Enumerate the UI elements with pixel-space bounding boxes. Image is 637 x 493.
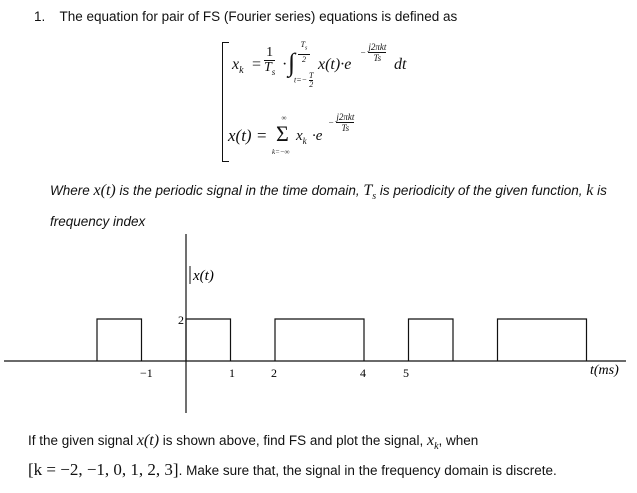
fs-synthesis-equation xyxy=(228,112,378,162)
integral-sign: ∫ xyxy=(288,48,296,77)
task-line-1: If the given signal x(t) is shown above, find FS and plot the signal, $x_k$, when xyxy=(28,432,479,453)
sum-lower-limit: k=−∞ xyxy=(272,148,290,156)
pulse-2 xyxy=(275,319,364,361)
pulse-0 xyxy=(97,319,142,361)
tick-label-5: 5 xyxy=(403,366,409,380)
pulse-group xyxy=(97,319,587,361)
xk-symbol: $x_k$ xyxy=(232,56,244,77)
k-range: [k = −2, −1, 0, 1, 2, 3] xyxy=(28,460,179,479)
tick-label-minus-1: −1 xyxy=(140,366,153,380)
integral-lower-limit: t=− $\frac{T}{2}$ xyxy=(294,71,314,89)
k-inline: k xyxy=(586,182,594,199)
integrand: x(t)·e xyxy=(318,56,352,73)
amplitude-label: 2 xyxy=(178,313,184,327)
tick-label-4: 4 xyxy=(360,366,366,380)
integral-upper-limit: $T_s$ 2 xyxy=(298,40,310,64)
one-over-ts: $\frac{1}{T_s}$ xyxy=(264,45,276,77)
xt-lhs: x(t) = xyxy=(228,126,268,145)
question-number: 1. xyxy=(34,9,46,24)
signal-plot xyxy=(0,228,637,418)
xk-inline: $x_k$ xyxy=(426,432,439,453)
question-intro: The equation for pair of FS (Fourier series) equations is defined as xyxy=(59,9,458,24)
ts-inline: $T_s$ xyxy=(363,182,377,203)
sum-upper-limit: ∞ xyxy=(281,114,287,122)
tick-label-2: 2 xyxy=(271,366,277,380)
exponent: − j2πkt Ts xyxy=(360,42,387,63)
tick-label-1: 1 xyxy=(229,366,235,380)
task-line-2: [k = −2, −1, 0, 1, 2, 3]. Make sure that, the signal in the frequency domain is discrete. xyxy=(28,460,557,479)
definition-paragraph: Where x(t) is the periodic signal in the time domain, $T_s$ is periodicity of the given function, k is frequency index xyxy=(50,182,607,230)
sum-exponent: − j2πkt Ts xyxy=(328,112,355,133)
signal-label: x(t) xyxy=(193,268,214,284)
sum-exp-base: ·e xyxy=(312,128,323,144)
sum-sign: Σ xyxy=(276,121,289,146)
sum-term: $x_k$ xyxy=(296,128,307,146)
dot-operator: · xyxy=(282,56,288,73)
xt-inline: x(t) xyxy=(93,182,116,199)
pulse-3 xyxy=(409,319,454,361)
pulse-1 xyxy=(186,319,231,361)
x-axis-label: t(ms) xyxy=(590,363,619,378)
question-header xyxy=(34,9,457,24)
pulse-4 xyxy=(498,319,587,361)
fs-analysis-equation xyxy=(232,42,432,94)
xt-inline-2: x(t) xyxy=(136,432,160,449)
dt-symbol: dt xyxy=(394,56,407,73)
equals-sign: = xyxy=(252,56,262,73)
